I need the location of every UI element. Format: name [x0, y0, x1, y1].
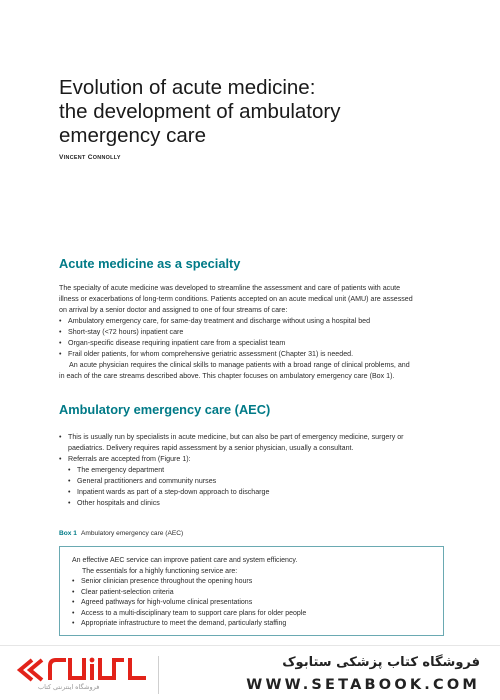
sub-list-item: • Inpatient wards as part of a step-down approach to discharge	[59, 487, 447, 498]
box-list-item: • Appropriate infrastructure to meet the demand, particularly staffing	[72, 619, 433, 630]
title-line: Evolution of acute medicine:	[59, 76, 316, 99]
paragraph-line: illness or exacerbations of long-term conditions. Patients accepted on an acute medical unit (AMU) are assessed	[59, 295, 413, 303]
box-caption	[59, 530, 183, 537]
list-item-line: paediatrics. Delivery requires rapid assessment by a senior physician, usually a consultant.	[68, 444, 354, 452]
section-acute-medicine-body	[59, 283, 447, 382]
section-heading-acute-medicine: Acute medicine as a specialty	[59, 256, 241, 271]
paragraph-line: in each of the care streams described above. This chapter focuses on ambulatory emergency care (Box 1).	[59, 372, 395, 380]
footer-divider	[0, 645, 500, 646]
box-intro: An effective AEC service can improve patient care and system efficiency.	[72, 557, 298, 564]
paragraph-line: The specialty of acute medicine was developed to streamline the assessment and care of patients with acute	[59, 284, 401, 292]
title-line: emergency care	[59, 124, 206, 147]
logo-wordmark	[50, 660, 144, 678]
list-item: • Organ-specific disease requiring inpatient care from a specialist team	[59, 338, 447, 349]
paragraph-line: An acute physician requires the clinical skills to manage patients with a broad range of clinical problems, and	[69, 361, 410, 369]
list-item: • Short-stay (<72 hours) inpatient care	[59, 327, 447, 338]
title-line: the development of ambulatory	[59, 100, 341, 123]
chapter-title	[59, 76, 459, 148]
author-name	[59, 154, 121, 161]
sub-list-item: • General practitioners and community nurses	[59, 476, 447, 487]
box-list-item: • Agreed pathways for high-volume clinical presentations	[72, 598, 433, 609]
logo-dot	[90, 658, 95, 663]
box-list-item: • Access to a multi-disciplinary team to support care plans for older people	[72, 609, 433, 620]
list-item	[59, 432, 447, 454]
list-item-line: This is usually run by specialists in acute medicine, but can also be part of emergency medicine, surgery or	[68, 433, 404, 441]
box-number: Box 1	[59, 530, 77, 537]
author-first-rest: INCENT	[63, 155, 86, 161]
list-item: • Ambulatory emergency care, for same-day treatment and discharge without using a hospital bed	[59, 316, 447, 327]
sub-list-item: • Other hospitals and clinics	[59, 498, 447, 509]
box-list-item: • Senior clinician presence throughout the opening hours	[72, 577, 433, 588]
store-name: فروشگاه کتاب پزشکی ستابوک	[282, 655, 480, 670]
list-item: • Referrals are accepted from (Figure 1):	[59, 454, 447, 465]
section-heading-aec: Ambulatory emergency care (AEC)	[59, 402, 271, 417]
list-item: • Frail older patients, for whom comprehensive geriatric assessment (Chapter 31) is needed.	[59, 349, 447, 360]
box-list-item: • Clear patient-selection criteria	[72, 588, 433, 599]
paragraph-line: on arrival by a senior doctor and assigned to one of four streams of care:	[59, 306, 288, 314]
logo-chevron-inner	[30, 660, 42, 680]
info-box	[59, 546, 444, 636]
box-essentials: The essentials for a highly functioning service are:	[82, 567, 238, 575]
store-url[interactable]: WWW.SETABOOK.COM	[246, 677, 480, 693]
section-aec-body	[59, 432, 447, 509]
footer-vertical-divider	[158, 656, 159, 694]
logo-subtitle: فروشگاه اینترنتی کتاب	[38, 684, 100, 691]
box-caption-text: Ambulatory emergency care (AEC)	[80, 530, 184, 537]
author-last-initial: C	[87, 154, 93, 161]
sub-list-item: • The emergency department	[59, 465, 447, 476]
author-first-initial: V	[59, 154, 64, 161]
author-last-rest: ONNOLLY	[92, 155, 121, 161]
